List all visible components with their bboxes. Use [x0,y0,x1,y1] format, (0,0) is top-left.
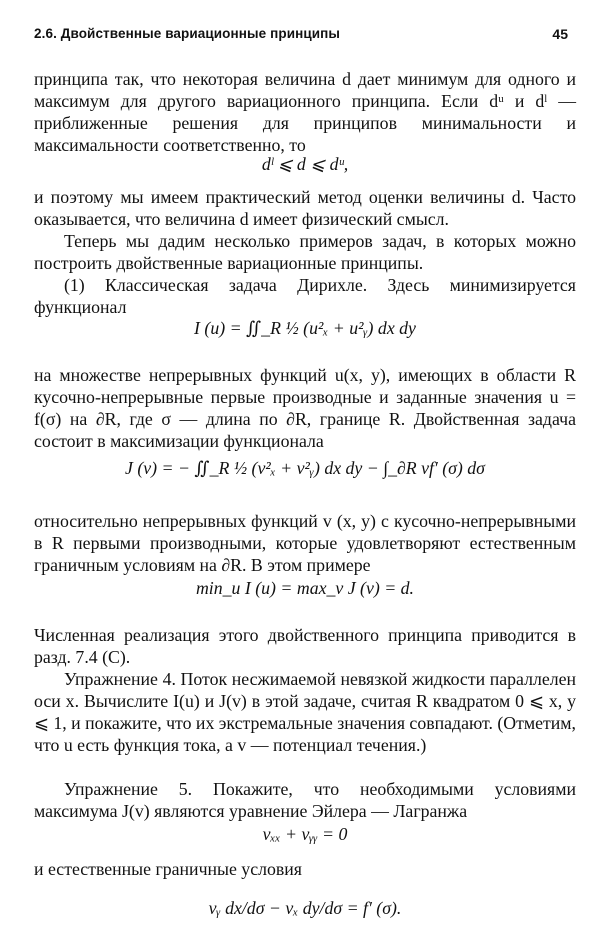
paragraph-2: и поэтому мы имеем практический метод оценки величины d. Часто оказывается, что величина d имеет физический смысл. [34,187,576,229]
paragraph-7: Численная реализация этого двойственного принципа приводится в разд. 7.4 (C). [34,625,576,667]
formula-minmax: min_u I (u) = max_v J (v) = d. [195,578,415,598]
section-title: 2.6. Двойственные вариационные принципы [34,26,341,41]
formula-boundary-conditions: vᵧ dx/dσ − vₓ dy/dσ = f′ (σ). [208,898,402,918]
formula-euler-lagrange: vₓₓ + vᵧᵧ = 0 [262,824,348,844]
paragraph-1: принципа так, что некоторая величина d дает минимум для одного и максимум для другого вариационного принципа. Если dᵘ и dˡ — приближенные решения для принципов минимальности и максимальности соответственно, то [34,69,576,155]
page-number: 45 [552,26,568,42]
exercise-4: Упражнение 4. Поток несжимаемой невязкой жидкости параллелен оси x. Вычислите I(u) и J(v) в этой задаче, считая R квадратом 0 ⩽ x, y ⩽ 1, и покажите, что их экстремальные значения совпадают. (Отметим, что u есть функция тока, а v — потенциал течения.) [34,669,576,755]
paragraph-5: на множестве непрерывных функций u(x, y), имеющих в области R кусочно-непрерывные первые производные и заданные значения u = f(σ) на ∂R, где σ — длина по ∂R, границе R. Двойственная задача состоит в максимизации функционала [34,365,576,451]
paragraph-10: и естественные граничные условия [34,859,302,879]
formula-I: I (u) = ∬_R ½ (u²ₓ + u²ᵧ) dx dy [194,318,416,338]
formula-J: J (v) = − ∬_R ½ (v²ₓ + v²ᵧ) dx dy − ∫_∂R vf′ (σ) dσ [125,458,485,478]
formula-inequality: dˡ ⩽ d ⩽ dᵘ, [261,154,349,174]
exercise-5: Упражнение 5. Покажите, что необходимыми условиями максимума J(v) являются уравнение Эйлера — Лагранжа [34,779,576,821]
paragraph-3: Теперь мы дадим несколько примеров задач, в которых можно построить двойственные вариационные принципы. [34,231,576,273]
paragraph-4: (1) Классическая задача Дирихле. Здесь минимизируется функционал [34,275,576,317]
paragraph-6: относительно непрерывных функций v (x, y) с кусочно-непрерывными в R первыми производными, которые удовлетворяют естественным граничным условиям на ∂R. В этом примере [34,511,576,575]
running-header [34,26,568,50]
